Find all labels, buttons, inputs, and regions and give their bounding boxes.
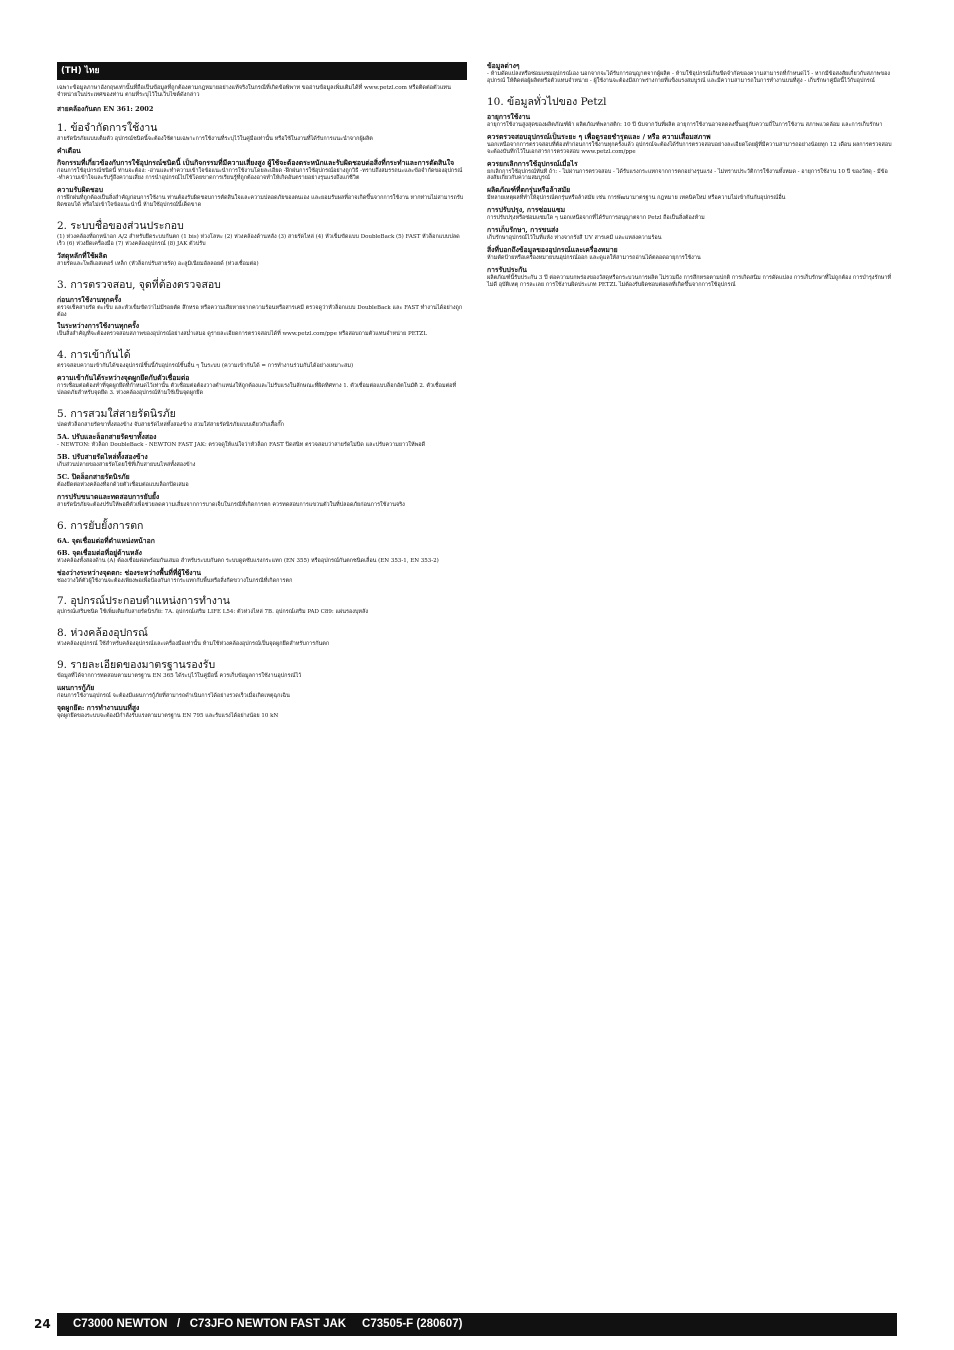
paragraph: สายรัดนิรภัยแบบเต็มตัว อุปกรณ์ชนิดนี้จะต้องใช้ตามเฉพาะการใช้งานที่ระบุไว้ในคู่มือเท่านั้น หรือใช้ในงานที่ได้รับการแนะนำจากผู้ผลิต <box>57 136 373 143</box>
paragraph: ข้อมูลที่ได้จากการทดสอบตามมาตรฐาน EN 365 ได้ระบุไว้ในคู่มือนี้ ควรเก็บข้อมูลการใช้งานอุปกรณ์ไว้ <box>57 673 302 680</box>
subsection-heading: ช่องว่างระหว่างจุดตก: ช่องระหว่างพื้นที่ที่ผู้ใช้งาน <box>57 568 202 577</box>
paragraph: ห่วงคล้องอุปกรณ์ ใช้สำหรับคล้องอุปกรณ์และเครื่องมือเท่านั้น ห้ามใช้ห่วงคล้องอุปกรณ์เป็นจุดผูกยึดสำหรับการกันตก <box>57 641 330 648</box>
section <box>57 279 467 339</box>
right-column <box>487 58 897 300</box>
paragraph: ยกเลิกการใช้อุปกรณ์ทันที ถ้า: - ไม่ผ่านการตรวจสอบ - ได้รับแรงกระแทกจากการตกอย่างรุนแรง - ไม่ทราบประวัติการใช้งานทั้งหมด - อายุการใช้งาน 10 ปี ของวัสดุ - มีข้อสงสัยเกี่ยวกับความสมบูรณ์ <box>487 168 888 182</box>
paragraph: - ห้ามดัดแปลงหรือซ่อมแซมอุปกรณ์เอง นอกจากจะได้รับการอนุญาตจากผู้ผลิต - ห้ามใช้อุปกรณ์เกินขีดจำกัดของความสามารถที่กำหนดไว้ - หากมีข้อสงสัยเกี่ยวกับสภาพของอุปกรณ์ ให้ติดต่อผู้ผลิตหรือตัวแทนจำหน่าย - ผู้ใช้งานจะต้องมีสภาพร่างกายที่แข็งแรงสมบูรณ์ และมีความสามารถในการทำงานบนที่สูง - เก็บรักษาคู่มือนี้ไว้กับอุปกรณ์ <box>487 71 891 84</box>
subsection-heading: ก่อนการใช้งานทุกครั้ง <box>57 295 122 304</box>
paragraph: ก่อนการใช้งานอุปกรณ์ จะต้องมีแผนการกู้ภัยที่สามารถดำเนินการได้อย่างรวดเร็วเมื่อเกิดเหตุฉุกเฉิน <box>57 693 290 700</box>
paragraph: เป็นสิ่งสำคัญที่จะต้องตรวจสอบสภาพของอุปกรณ์อย่างสม่ำเสมอ ดูรายละเอียดการตรวจสอบได้ที่ www.petzl.com/ppe หรือสอบถามตัวแทนจำหน่าย PETZL <box>57 331 427 338</box>
paragraph: เก็บส่วนปลายของสายรัดโดยใช้ที่เก็บสายบนไหล่ทั้งสองข้าง <box>57 461 196 468</box>
subsection-heading: การเก็บรักษา, การขนส่ง <box>487 226 559 235</box>
subsection-heading: ในระหว่างการใช้งานทุกครั้ง <box>57 322 140 331</box>
subsection-heading: การรับประกัน <box>487 265 527 274</box>
left-column <box>57 62 467 731</box>
paragraph: (1) ห่วงคล้องที่อกหน้าอก A/2 สำหรับยึดระบบกันตก (1 bis) ห่วงโลหะ (2) ห่วงคล้องด้านหลัง (3) สายรัดไหล่ (4) หัวเข็มขัดแบบ DoubleBack (5) FAST หัวล็อกแบบปลดเร็ว (6) ห่วงยึดเครื่องมือ (7) ห่วงคล้องอุปกรณ์ (8) JAK ตัวปรับ <box>57 233 460 247</box>
paragraph: นอกเหนือจากการตรวจสอบที่ต้องทำก่อนการใช้งานทุกครั้งแล้ว อุปกรณ์จะต้องได้รับการตรวจสอบอย่างละเอียดโดยผู้ที่มีความสามารถอย่างน้อยทุก 12 เดือน ผลการตรวจสอบจะต้องบันทึกไว้ในเอกสารการตรวจสอบ www.petzl.com/ppe <box>487 141 892 155</box>
paragraph: อายุการใช้งานสูงสุดของผลิตภัณฑ์ผ้า ผลิตภัณฑ์พลาสติก: 10 ปี นับจากวันที่ผลิต อายุการใช้งานอาจลดลงขึ้นอยู่กับความถี่ในการใช้งาน สภาพแวดล้อม และการเก็บรักษา <box>487 121 883 128</box>
section <box>57 520 467 585</box>
paragraph: ห่วงคล้องทั้งสองด้าน (A) ต้องเชื่อมต่อพร้อมกันเสมอ สำหรับระบบกันตก ระบบดูดซับแรงกระแทก (EN 355) หรืออุปกรณ์กันตกชนิดเลื่อน (EN 353-1, EN 353-2) <box>57 557 439 564</box>
page-number: 24 <box>34 1317 51 1331</box>
section <box>57 122 467 209</box>
subsection-heading: 6A. จุดเชื่อมต่อที่ตำแหน่งหน้าอก <box>57 536 155 545</box>
subsection-heading: วัสดุหลักที่ใช้ผลิต <box>57 251 108 260</box>
subsection-heading: ความเข้ากันได้ระหว่างจุดผูกยึดกับตัวเชื่อมต่อ <box>57 374 190 383</box>
subsection-heading: การปรับขนาดและทดสอบการยับยั้ง <box>57 492 160 501</box>
paragraph: อุปกรณ์เสริมชนิด ใช้เพิ่มเติมกับสายรัดนิรภัย: 7A. อุปกรณ์เสริม LIFE L54: ตัวห่วงไหล่ 7B. อุปกรณ์เสริม PAD C89: แผ่นรองบุหลัง <box>57 609 369 616</box>
section-title: 10. ข้อมูลทั่วไปของ Petzl <box>487 95 607 108</box>
paragraph: การฝึกฝนที่ถูกต้องเป็นสิ่งสำคัญก่อนการใช้งาน ท่านต้องรับผิดชอบการตัดสินใจและความปลอดภัยของตนเอง และยอมรับผลที่อาจเกิดขึ้นจากการใช้งาน หากท่านไม่สามารถรับผิดชอบได้ หรือไม่เข้าใจข้อแนะนำนี้ ห้ามใช้อุปกรณ์นี้เด็ดขาด <box>57 195 464 209</box>
paragraph: เก็บรักษาอุปกรณ์ไว้ในที่แห้ง ห่างจากรังสี UV สารเคมี และแหล่งความร้อน <box>487 235 662 242</box>
paragraph: ห้ามตัดป้ายหรือเครื่องหมายบนอุปกรณ์ออก และดูแลให้สามารถอ่านได้ตลอดอายุการใช้งาน <box>487 255 701 262</box>
intro-text: เฉพาะข้อมูลภาษาอังกฤษเท่านั้นที่ถือเป็นข้อมูลที่ถูกต้องตามกฎหมายอย่างแท้จริงในกรณีที่เกิดข้อพิพาท ขออ่านข้อมูลเพิ่มเติมได้ที่ www.petzl.com หรือติดต่อตัวแทนจำหน่ายในประเทศของท่าน ตามที่ระบุไว้ในเว็บไซต์ดังกล่าว <box>57 85 451 99</box>
section-title: 1. ข้อจำกัดการใช้งาน <box>57 122 158 135</box>
section-title: 7. อุปกรณ์ประกอบตำแหน่งการทำงาน <box>57 595 230 608</box>
subsection-heading: กิจกรรมที่เกี่ยวข้องกับการใช้อุปกรณ์ชนิดนี้ เป็นกิจกรรมที่มีความเสี่ยงสูง ผู้ใช้จะต้องตระหนักและรับผิดชอบต่อสิ่งที่กระทำและการตัดสินใจ <box>57 159 455 168</box>
section-title: 6. การยับยั้งการตก <box>57 519 144 532</box>
section <box>57 220 467 268</box>
product-reference: C73000 NEWTON / C73JFO NEWTON FAST JAK C73505-F (280607) <box>57 1313 897 1336</box>
paragraph: ช่องว่างใต้ตัวผู้ใช้งานจะต้องเพียงพอเพื่อป้องกันการกระแทกกับพื้นหรือสิ่งกีดขวางในกรณีที่เกิดการตก <box>57 577 293 584</box>
section <box>57 408 467 509</box>
section <box>487 96 897 289</box>
standard-title: สายคล้องกันตก EN 361: 2002 <box>57 105 154 114</box>
subsection-heading: จุดผูกยึด: การทำงานบนที่สูง <box>57 704 140 713</box>
section <box>487 62 897 85</box>
subsection-heading: ควรยกเลิกการใช้อุปกรณ์เมื่อไร <box>487 159 578 168</box>
section <box>57 595 467 616</box>
section <box>57 349 467 397</box>
language-label: (TH) ไทย <box>57 62 467 80</box>
paragraph: ก่อนการใช้อุปกรณ์ชนิดนี้ ท่านจะต้อง: -อ่านและทำความเข้าใจข้อแนะนำการใช้งานโดยละเอียด -ฝึกฝนการใช้อุปกรณ์อย่างถูกวิธี -ทราบถึงสมรรถนะและข้อจำกัดของอุปกรณ์ -ทำความเข้าใจและรับรู้ถึงความเสี่ยง การนำอุปกรณ์ไปใช้โดยขาดการเรียนรู้ที่ถูกต้องอาจทำให้เกิดอันตรายอย่างรุนแรงถึงแก่ชีวิต <box>57 168 463 182</box>
subsection-heading: แผนการกู้ภัย <box>57 684 95 693</box>
subsection-heading: การปรับปรุง, การซ่อมแซม <box>487 206 566 215</box>
subsection-heading: สิ่งที่บอกถึงข้อมูลของอุปกรณ์และเครื่องหมาย <box>487 246 618 255</box>
subsection-heading: ข้อมูลต่างๆ <box>487 62 520 70</box>
paragraph: - NEWTON: หัวล็อก DoubleBack - NEWTON FAST JAK: ตรวจดูให้แน่ใจว่าหัวล็อก FAST ปิดสนิท ตรวจสอบว่าสายรัดไม่บิด และปรับความยาวให้พอดี <box>57 442 426 448</box>
subsection-heading: ผลิตภัณฑ์ที่ตกรุ่นหรือล้าสมัย <box>487 186 571 195</box>
paragraph: การเชื่อมต่อต้องทำที่จุดผูกยึดที่กำหนดไว้เท่านั้น ตัวเชื่อมต่อต้องวางตำแหน่งให้ถูกต้องและไม่รับแรงในลักษณะที่ผิดทิศทาง 1. ตัวเชื่อมต่อแบบล็อกอัตโนมัติ 2. ตัวเชื่อมต่อที่ปลอดภัยสำหรับจุดยึด 3. ห่วงคล้องอุปกรณ์ห้ามใช้เป็นจุดผูกยึด <box>57 383 457 397</box>
subsection-heading: อายุการใช้งาน <box>487 112 531 121</box>
paragraph: ผลิตภัณฑ์นี้รับประกัน 3 ปี ต่อความบกพร่องของวัสดุหรือกระบวนการผลิต ไม่รวมถึง การสึกหรอตามปกติ การเกิดสนิม การดัดแปลง การเก็บรักษาที่ไม่ถูกต้อง การบำรุงรักษาที่ไม่ดี อุบัติเหตุ การละเลย การใช้งานผิดประเภท PETZL ไม่ต้องรับผิดชอบต่อผลที่เกิดขึ้นจากการใช้อุปกรณ์ <box>487 274 892 288</box>
paragraph: ตรวจเช็คสายรัด ตะเข็บ และหัวเข็มขัดว่าไม่มีรอยตัด สึกหรอ หรือความเสียหายจากความร้อนหรือสารเคมี ตรวจดูว่าหัวล็อกแบบ DoubleBack และ FAST ทำงานได้อย่างถูกต้อง <box>57 304 463 318</box>
right-sections <box>487 62 897 289</box>
section <box>57 627 467 648</box>
section-title: 2. ระบบชื่อของส่วนประกอบ <box>57 219 184 232</box>
paragraph: สายรัดนิรภัยจะต้องปรับให้พอดีตัวเพื่อช่วยลดความเสี่ยงจากการบาดเจ็บในกรณีที่เกิดการตก ควรทดสอบการแขวนตัวในที่ปลอดภัยก่อนการใช้งานจริง <box>57 501 405 508</box>
subsection-heading: ความรับผิดชอบ <box>57 186 104 195</box>
section <box>57 659 467 720</box>
paragraph: ตรวจสอบความเข้ากันได้ของอุปกรณ์ชิ้นนี้กับอุปกรณ์ชิ้นอื่น ๆ ในระบบ (ความเข้ากันได้ = การทำงานร่วมกันได้อย่างเหมาะสม) <box>57 363 354 370</box>
subsection-heading: 6B. จุดเชื่อมต่อที่อยู่ด้านหลัง <box>57 548 142 557</box>
section-title: 3. การตรวจสอบ, จุดที่ต้องตรวจสอบ <box>57 278 221 291</box>
subsection-heading: 5C. ปิดล็อกสายรัดนิรภัย <box>57 472 130 481</box>
section-title: 9. รายละเอียดของมาตรฐานรองรับ <box>57 659 216 672</box>
paragraph: การปรับปรุงหรือซ่อมแซมใด ๆ นอกเหนือจากที่ได้รับการอนุญาตจาก Petzl ถือเป็นสิ่งต้องห้าม <box>487 215 705 222</box>
section-title: 5. การสวมใส่สายรัดนิรภัย <box>57 408 176 421</box>
paragraph: สายรัดและโพลีเอสเตอร์ เหล็ก (หัวล็อกปรับสายรัด) อะลูมิเนียมอัลลอยด์ (ห่วงเชื่อมต่อ) <box>57 260 259 267</box>
subsection-heading: 5A. ปรับและล็อกสายรัดขาทั้งสอง <box>57 433 157 441</box>
paragraph: ปลดหัวล็อกสายรัดขาทั้งสองข้าง จับสายรัดไหล่ทั้งสองข้าง สวมใส่สายรัดนิรภัยแบบเดียวกับเสื้อกั๊ก <box>57 422 284 429</box>
paragraph: จุดผูกยึดของระบบจะต้องมีกำลังรับแรงตามมาตรฐาน EN 795 และรับแรงได้อย่างน้อย 10 kN <box>57 713 279 720</box>
subsection-heading: 5B. ปรับสายรัดไหล่ทั้งสองข้าง <box>57 452 148 461</box>
section-title: 8. ห่วงคล้องอุปกรณ์ <box>57 627 148 640</box>
paragraph: มีหลายเหตุผลที่ทำให้อุปกรณ์ตกรุ่นหรือล้าสมัย เช่น การพัฒนามาตรฐาน กฎหมาย เทคนิคใหม่ หรือความไม่เข้ากันกับอุปกรณ์อื่น <box>487 195 786 202</box>
footer <box>34 1313 897 1336</box>
section-title: 4. การเข้ากันได้ <box>57 349 131 362</box>
paragraph: ต้องยึดต่อห่วงคล้องที่อกด้วยตัวเชื่อมต่อแบบล็อกปิดเสมอ <box>57 481 189 488</box>
left-sections <box>57 122 467 720</box>
subsection-heading: คำเตือน <box>57 147 81 156</box>
subsection-heading: ควรตรวจสอบอุปกรณ์เป็นระยะ ๆ เพื่อดูรอยชำรุดและ / หรือ ความเสื่อมสภาพ <box>487 132 711 141</box>
